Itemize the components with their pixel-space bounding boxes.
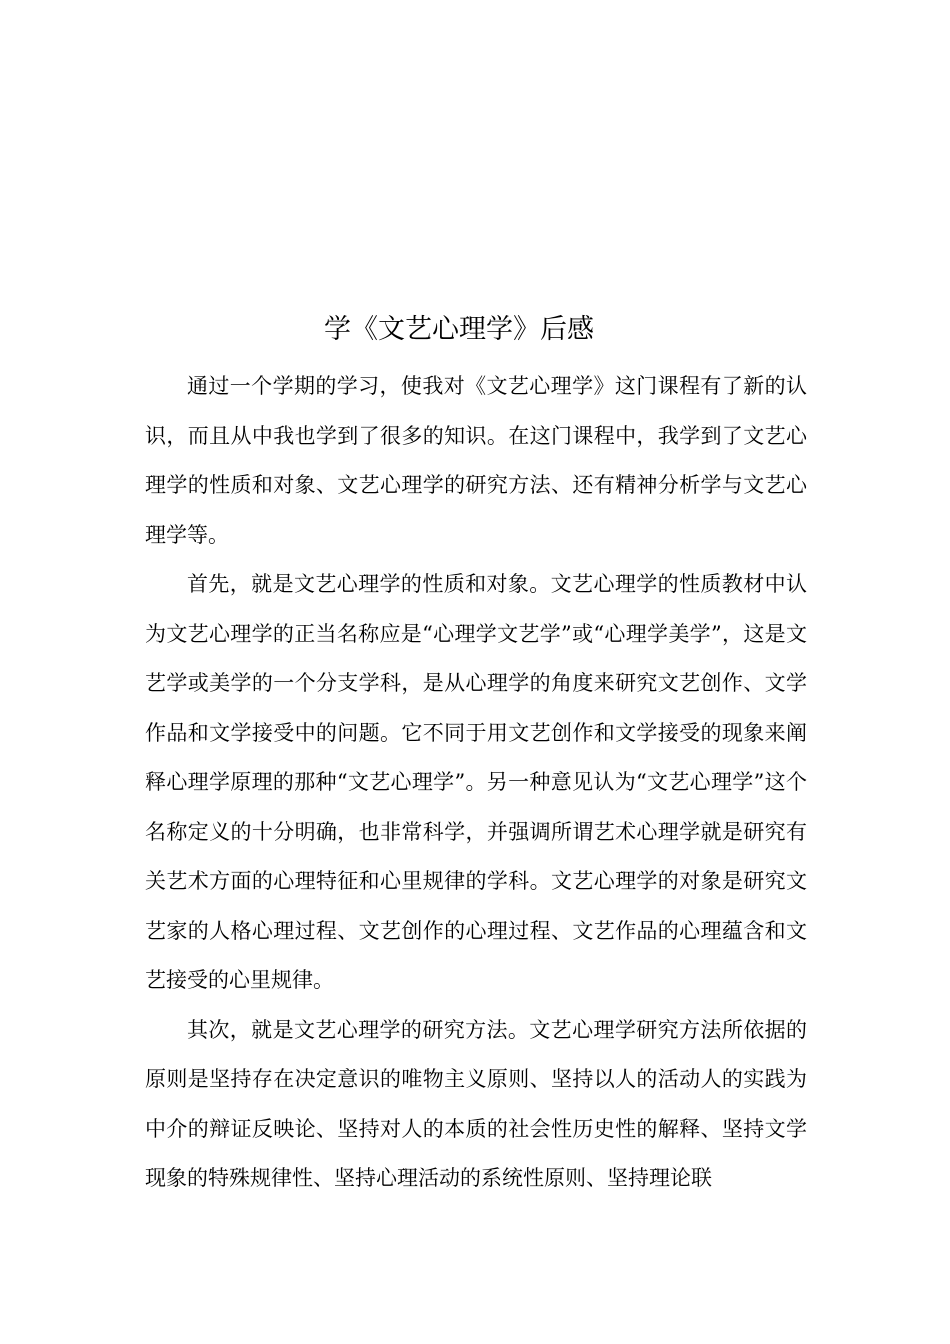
- document-body: [145, 362, 807, 1204]
- document-title: 学《文艺心理学》后感: [324, 314, 594, 345]
- paragraph-research-methods: 其次，就是文艺心理学的研究方法。文艺心理学研究方法所依据的原则是坚持存在决定意识的唯物主义原则、坚持以人的活动人的实践为中介的辩证反映论、坚持对人的本质的社会性历史性的解释、坚持文学现象的特殊规律性、坚持心理活动的系统性原则、坚持理论联: [145, 1017, 807, 1190]
- paragraph-nature-and-object: 首先，就是文艺心理学的性质和对象。文艺心理学的性质教材中认为文艺心理学的正当名称应是“心理学文艺学”或“心理学美学”，这是文艺学或美学的一个分支学科，是从心理学的角度来研究文艺创作、文学作品和文学接受中的问题。它不同于用文艺创作和文学接受的现象来阐释心理学原理的那种“文艺心理学”。另一种意见认为“文艺心理学”这个名称定义的十分明确，也非常科学，并强调所谓艺术心理学就是研究有关艺术方面的心理特征和心里规律的学科。文艺心理学的对象是研究文艺家的人格心理过程、文艺创作的心理过程、文艺作品的心理蕴含和文艺接受的心里规律。: [145, 572, 807, 992]
- paragraph-intro: 通过一个学期的学习，使我对《文艺心理学》这门课程有了新的认识，而且从中我也学到了很多的知识。在这门课程中，我学到了文艺心理学的性质和对象、文艺心理学的研究方法、还有精神分析学与文艺心理学等。: [145, 374, 807, 547]
